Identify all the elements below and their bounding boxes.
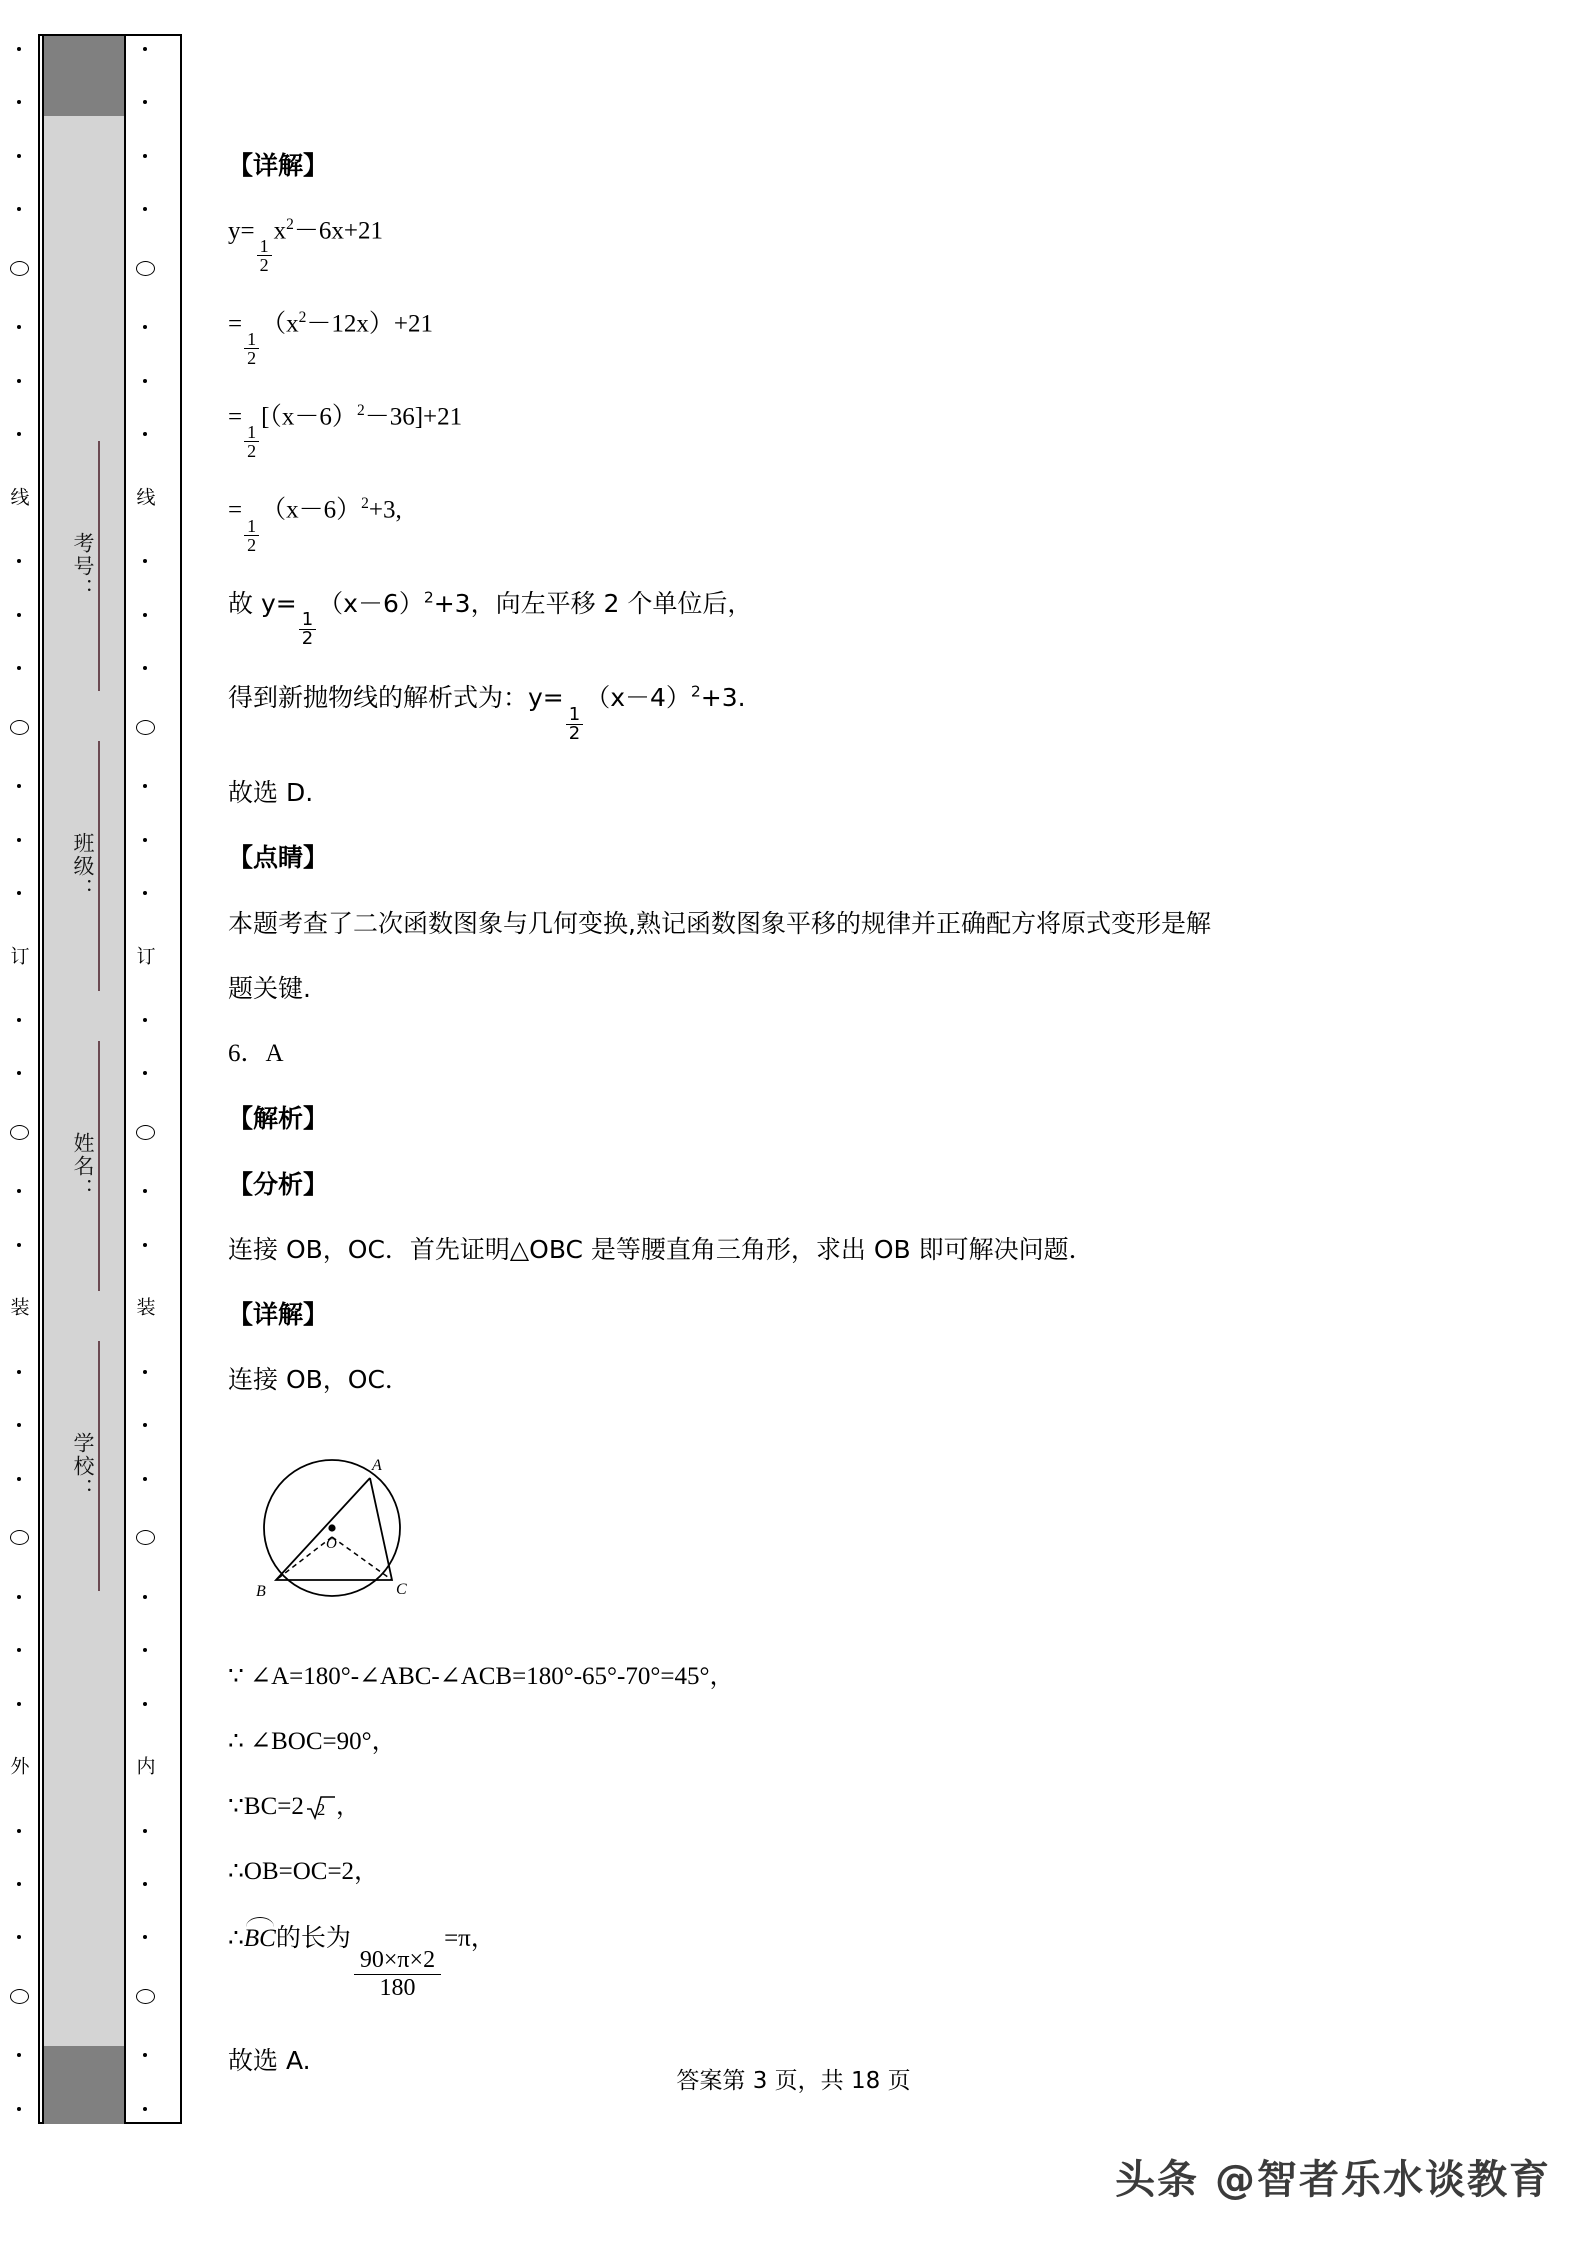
seal-label-inner-2: 装 (133, 1297, 156, 1320)
eq3-rest-a: [（x－6） (261, 403, 357, 431)
student-field-label: 班级： (71, 831, 95, 901)
eq2-lhs: = (228, 310, 243, 338)
seal-dot (143, 47, 147, 51)
section-heading-detail-2: 【详解】 (228, 1300, 329, 1330)
eq1-denominator: 2 (257, 255, 272, 274)
seal-dot (143, 1423, 147, 1427)
line-translation-note (228, 588, 1528, 649)
student-field-exam-number[interactable] (44, 416, 128, 716)
ob-oc-equation: ∴OB=OC=2， (228, 1858, 380, 1886)
eq2-rest-b: －12x）+21 (306, 310, 433, 338)
seal-dot (143, 1882, 147, 1886)
seal-dot (143, 1702, 147, 1706)
seal-ring (136, 720, 155, 735)
seal-dot (17, 1882, 21, 1886)
seal-dot (143, 784, 147, 788)
seal-dot (17, 1189, 21, 1193)
seal-ring (136, 1125, 155, 1140)
center-point-dot (328, 1524, 335, 1531)
figure-label-a: A (372, 1456, 382, 1474)
arc-fraction (354, 1947, 441, 2003)
seal-dot (17, 432, 21, 436)
shift-suffix: +3，向左平移 2 个单位后， (433, 588, 753, 618)
newparabola-mid: （x－4） (585, 683, 691, 713)
student-field-label: 考号： (71, 531, 95, 601)
seal-dot (17, 1243, 21, 1247)
eq3-rest-b: －36]+21 (364, 403, 463, 431)
seal-label-outer-3: 外 (7, 1756, 30, 1779)
shift-prefix: 故 y= (228, 588, 297, 618)
equation-1 (228, 215, 1528, 274)
eq4-fraction (244, 517, 259, 554)
seal-dot (17, 154, 21, 158)
seal-dot (17, 559, 21, 563)
seal-dot (17, 1829, 21, 1833)
seal-dot (143, 207, 147, 211)
newparabola-numerator: 1 (568, 704, 581, 726)
seal-dot (17, 1071, 21, 1075)
seal-dot (143, 838, 147, 842)
seal-dot (17, 100, 21, 104)
seal-dot (17, 1370, 21, 1374)
figure-label-c: C (396, 1580, 407, 1598)
write-rule (98, 441, 100, 691)
seal-ring (10, 261, 29, 276)
insight-text-line-2: 题关键. (228, 973, 311, 1003)
eq3-fraction (244, 423, 259, 460)
newparabola-exponent: 2 (690, 682, 701, 701)
angle-a-equation: ∵ ∠A=180°-∠ABC-∠ACB=180°-65°-70°=45°， (228, 1662, 735, 1690)
arc-prefix: ∴ (228, 1924, 244, 1952)
eq1-fraction (257, 237, 272, 274)
seal-dot (17, 1935, 21, 1939)
seal-dot (143, 100, 147, 104)
seal-dot (143, 1189, 147, 1193)
seal-dot-column-outer (6, 34, 32, 2124)
seal-dot (143, 379, 147, 383)
seal-label-inner-3: 内 (133, 1756, 156, 1779)
seal-ring (10, 1125, 29, 1140)
seal-dot (143, 1935, 147, 1939)
shift-fraction (299, 611, 316, 648)
bc-length-equation (228, 1791, 1528, 1822)
seal-dot (143, 1243, 147, 1247)
answer-choice-d: 故选 D. (228, 778, 314, 808)
newparabola-denominator: 2 (566, 724, 583, 743)
seal-dot (143, 1370, 147, 1374)
radius-ob (276, 1537, 332, 1580)
eq1-rest-a: x (273, 217, 287, 245)
seal-dot (143, 559, 147, 563)
seal-label-outer-2: 装 (7, 1297, 30, 1320)
eq4-denominator: 2 (244, 535, 259, 554)
eq3-numerator: 1 (247, 422, 257, 443)
eq3-denominator: 2 (244, 441, 259, 460)
write-rule (98, 741, 100, 991)
insight-text-line-1: 本题考查了二次函数图象与几何变换,熟记函数图象平移的规律并正确配方将原式变形是解 (228, 908, 1211, 938)
seal-label-inner-1: 订 (133, 945, 156, 968)
student-field-label: 姓名： (71, 1131, 95, 1201)
arc-denominator: 180 (354, 1974, 441, 2003)
shift-mid: （x－6） (318, 588, 424, 618)
eq1-exponent: 2 (286, 216, 294, 234)
student-field-class[interactable] (44, 716, 128, 1016)
seal-dot (143, 325, 147, 329)
student-field-school[interactable] (44, 1316, 128, 1616)
seal-dot (143, 1477, 147, 1481)
seal-dot (17, 2053, 21, 2057)
figure-label-b: B (256, 1582, 266, 1600)
seal-dot (17, 1595, 21, 1599)
eq4-rest-a: （x－6） (261, 496, 362, 524)
seal-dot-column-inner (132, 34, 158, 2124)
seal-dot (143, 613, 147, 617)
eq2-numerator: 1 (247, 329, 257, 350)
section-heading-approach: 【分析】 (228, 1169, 329, 1199)
write-rule (98, 1041, 100, 1291)
answer-choice-a: 故选 A. (228, 2046, 311, 2075)
bc-prefix: ∵BC=2 (228, 1793, 304, 1821)
seal-dot (143, 666, 147, 670)
approach-text: 连接 OB，OC．首先证明△OBC 是等腰直角三角形，求出 OB 即可解决问题． (228, 1234, 1094, 1264)
seal-dot (17, 1648, 21, 1652)
shift-denominator: 2 (299, 629, 316, 648)
seal-dot (17, 891, 21, 895)
seal-band (42, 116, 126, 2046)
seal-dot (17, 1018, 21, 1022)
seal-dot (17, 784, 21, 788)
eq3-exponent: 2 (356, 402, 365, 420)
seal-ring (136, 261, 155, 276)
seal-label-outer-0: 线 (7, 486, 30, 509)
watermark-text: 头条 @智者乐水谈教育 (1115, 2157, 1551, 2203)
seal-dot (143, 1595, 147, 1599)
newparabola-prefix: 得到新抛物线的解析式为：y= (228, 683, 564, 713)
seal-label-outer-1: 订 (7, 945, 30, 968)
line-new-parabola (228, 682, 1528, 743)
sqrt-symbol (304, 1791, 336, 1822)
seal-ring (136, 1989, 155, 2004)
seal-dot (17, 613, 21, 617)
seal-dot (17, 325, 21, 329)
figure-label-o: O (326, 1535, 337, 1552)
arc-length-equation (228, 1922, 1528, 2003)
seal-dot (17, 1477, 21, 1481)
connect-text: 连接 OB，OC． (228, 1365, 410, 1395)
eq1-rest-b: －6x+21 (293, 217, 383, 245)
section-heading-detail: 【详解】 (228, 151, 329, 180)
seal-dot (17, 207, 21, 211)
seal-dot (17, 838, 21, 842)
shift-exponent: 2 (423, 588, 434, 607)
angle-boc-equation: ∴ ∠BOC=90°， (228, 1727, 397, 1755)
seal-dot (17, 1423, 21, 1427)
eq4-lhs: = (228, 496, 243, 524)
equation-3 (228, 401, 1528, 460)
seal-ring (10, 720, 29, 735)
eq4-rest-b: +3, (368, 496, 402, 524)
seal-dot (143, 432, 147, 436)
arc-numerator: 90×π×2 (359, 1946, 436, 1973)
question-number-6: 6．A (228, 1040, 284, 1068)
arc-bc-label: BC (244, 1923, 276, 1954)
seal-ring (10, 1530, 29, 1545)
arc-suffix: =π， (444, 1924, 496, 1952)
seal-ring (136, 1530, 155, 1545)
seal-label-inner-0: 线 (133, 486, 156, 509)
seal-dot (143, 2107, 147, 2111)
shift-numerator: 1 (301, 609, 314, 631)
seal-dot (143, 1829, 147, 1833)
eq1-lhs: y= (228, 217, 255, 245)
eq1-numerator: 1 (259, 236, 269, 257)
seal-dot (143, 891, 147, 895)
seal-ring (10, 1989, 29, 2004)
eq3-lhs: = (228, 403, 243, 431)
seal-dot (17, 1702, 21, 1706)
newparabola-suffix: +3. (700, 683, 746, 713)
sqrt-glyph (306, 1794, 336, 1820)
eq2-fraction (244, 330, 259, 367)
newparabola-fraction (566, 706, 583, 743)
seal-dot (17, 47, 21, 51)
eq2-rest-a: （x (261, 310, 299, 338)
answer-body (228, 150, 1528, 2110)
equation-2 (228, 308, 1528, 367)
section-heading-insight: 【点睛】 (228, 843, 329, 873)
write-rule (98, 1341, 100, 1591)
seal-dot (143, 1018, 147, 1022)
seal-dot (17, 2107, 21, 2111)
eq2-exponent: 2 (298, 309, 307, 327)
seal-dot (143, 2053, 147, 2057)
seal-dot (143, 154, 147, 158)
seal-band-top (42, 36, 126, 116)
seal-dot (17, 666, 21, 670)
geometry-figure-circle-triangle (246, 1430, 1528, 1635)
seal-dot (143, 1648, 147, 1652)
svg-text:2: 2 (316, 1800, 326, 1820)
page-footer: 答案第 3 页，共 18 页 (676, 2068, 911, 2094)
arc-mid: 的长为 (275, 1922, 351, 1952)
equation-4 (228, 494, 1528, 553)
seal-dot (17, 379, 21, 383)
eq4-numerator: 1 (247, 515, 257, 536)
section-heading-analysis: 【解析】 (228, 1104, 329, 1134)
seal-dot (143, 1071, 147, 1075)
eq2-denominator: 2 (244, 348, 259, 367)
student-field-label: 学校： (71, 1431, 95, 1501)
bc-suffix: ， (335, 1793, 361, 1821)
eq4-exponent: 2 (361, 495, 369, 513)
geometry-svg (246, 1430, 426, 1630)
student-field-name[interactable] (44, 1016, 128, 1316)
